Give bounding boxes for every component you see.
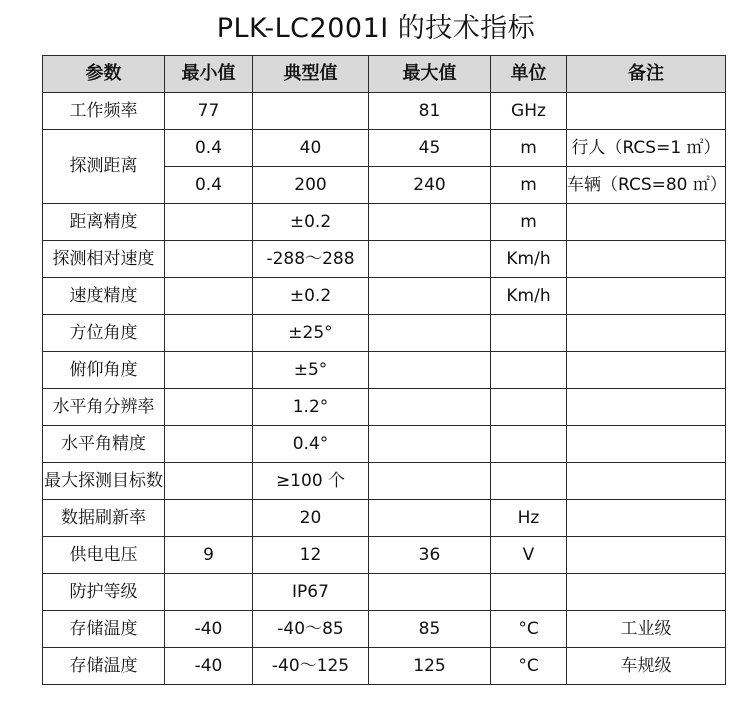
param-cell: 防护等级 xyxy=(43,574,165,611)
param-cell: 速度精度 xyxy=(43,278,165,315)
header-param: 参数 xyxy=(43,56,165,93)
note-cell xyxy=(567,241,726,278)
param-cell: 水平角精度 xyxy=(43,426,165,463)
typ-cell: ±0.2 xyxy=(253,278,369,315)
note-cell xyxy=(567,278,726,315)
unit-cell: °C xyxy=(491,611,567,648)
max-cell: 85 xyxy=(369,611,491,648)
min-cell: 0.4 xyxy=(165,130,253,167)
min-cell xyxy=(165,426,253,463)
header-note: 备注 xyxy=(567,56,726,93)
min-cell: 9 xyxy=(165,537,253,574)
min-cell xyxy=(165,315,253,352)
unit-cell xyxy=(491,463,567,500)
table-row xyxy=(43,93,726,130)
note-cell: 工业级 xyxy=(567,611,726,648)
header-typ: 典型值 xyxy=(253,56,369,93)
header-max: 最大值 xyxy=(369,56,491,93)
max-cell xyxy=(369,204,491,241)
param-cell: 方位角度 xyxy=(43,315,165,352)
table-row xyxy=(43,463,726,500)
min-cell: 0.4 xyxy=(165,167,253,204)
param-cell: 俯仰角度 xyxy=(43,352,165,389)
table-row xyxy=(43,426,726,463)
max-cell xyxy=(369,352,491,389)
typ-cell: IP67 xyxy=(253,574,369,611)
max-cell: 45 xyxy=(369,130,491,167)
typ-cell: -40～125 xyxy=(253,648,369,685)
header-unit: 单位 xyxy=(491,56,567,93)
max-cell xyxy=(369,463,491,500)
unit-cell xyxy=(491,315,567,352)
max-cell xyxy=(369,278,491,315)
max-cell: 36 xyxy=(369,537,491,574)
typ-cell: -288～288 xyxy=(253,241,369,278)
unit-cell: m xyxy=(491,167,567,204)
unit-cell: V xyxy=(491,537,567,574)
min-cell xyxy=(165,574,253,611)
max-cell xyxy=(369,500,491,537)
note-cell xyxy=(567,537,726,574)
param-cell: 探测相对速度 xyxy=(43,241,165,278)
note-cell xyxy=(567,315,726,352)
unit-cell: Km/h xyxy=(491,241,567,278)
table-row xyxy=(43,241,726,278)
max-cell: 81 xyxy=(369,93,491,130)
table-row xyxy=(43,537,726,574)
param-cell: 水平角分辨率 xyxy=(43,389,165,426)
min-cell xyxy=(165,241,253,278)
note-cell xyxy=(567,93,726,130)
max-cell xyxy=(369,315,491,352)
param-cell: 距离精度 xyxy=(43,204,165,241)
table-row xyxy=(43,315,726,352)
table-row xyxy=(43,389,726,426)
note-cell xyxy=(567,204,726,241)
param-cell: 最大探测目标数 xyxy=(43,463,165,500)
table-row xyxy=(43,204,726,241)
note-cell: 车规级 xyxy=(567,648,726,685)
unit-cell xyxy=(491,426,567,463)
unit-cell: °C xyxy=(491,648,567,685)
unit-cell: GHz xyxy=(491,93,567,130)
table-row xyxy=(43,352,726,389)
max-cell xyxy=(369,389,491,426)
param-cell: 存储温度 xyxy=(43,648,165,685)
min-cell xyxy=(165,352,253,389)
min-cell: -40 xyxy=(165,648,253,685)
table-row xyxy=(43,130,726,167)
param-cell: 存储温度 xyxy=(43,611,165,648)
max-cell xyxy=(369,426,491,463)
note-cell xyxy=(567,426,726,463)
typ-cell: 40 xyxy=(253,130,369,167)
note-cell: 车辆（RCS=80 ㎡） xyxy=(567,167,726,204)
typ-cell: ±25° xyxy=(253,315,369,352)
typ-cell: ≥100 个 xyxy=(253,463,369,500)
table-row xyxy=(43,500,726,537)
max-cell xyxy=(369,574,491,611)
unit-cell xyxy=(491,574,567,611)
table-row xyxy=(43,648,726,685)
typ-cell: ±5° xyxy=(253,352,369,389)
typ-cell: ±0.2 xyxy=(253,204,369,241)
min-cell xyxy=(165,278,253,315)
param-cell: 供电电压 xyxy=(43,537,165,574)
table-row xyxy=(43,574,726,611)
spec-table xyxy=(42,55,726,685)
typ-cell: 1.2° xyxy=(253,389,369,426)
typ-cell: 12 xyxy=(253,537,369,574)
unit-cell: Km/h xyxy=(491,278,567,315)
header-min: 最小值 xyxy=(165,56,253,93)
min-cell xyxy=(165,500,253,537)
min-cell: -40 xyxy=(165,611,253,648)
typ-cell xyxy=(253,93,369,130)
page-title: PLK-LC2001I 的技术指标 xyxy=(216,13,536,44)
note-cell xyxy=(567,574,726,611)
min-cell xyxy=(165,463,253,500)
unit-cell xyxy=(491,389,567,426)
table-header-row xyxy=(43,56,726,93)
param-cell: 探测距离 xyxy=(43,130,165,204)
typ-cell: -40～85 xyxy=(253,611,369,648)
table-row xyxy=(43,278,726,315)
min-cell xyxy=(165,204,253,241)
param-cell: 数据刷新率 xyxy=(43,500,165,537)
note-cell xyxy=(567,500,726,537)
min-cell xyxy=(165,389,253,426)
typ-cell: 20 xyxy=(253,500,369,537)
note-cell xyxy=(567,352,726,389)
unit-cell: m xyxy=(491,130,567,167)
typ-cell: 200 xyxy=(253,167,369,204)
max-cell: 125 xyxy=(369,648,491,685)
note-cell xyxy=(567,389,726,426)
typ-cell: 0.4° xyxy=(253,426,369,463)
note-cell: 行人（RCS=1 ㎡） xyxy=(567,130,726,167)
param-cell: 工作频率 xyxy=(43,93,165,130)
note-cell xyxy=(567,463,726,500)
unit-cell xyxy=(491,352,567,389)
unit-cell: Hz xyxy=(491,500,567,537)
max-cell: 240 xyxy=(369,167,491,204)
max-cell xyxy=(369,241,491,278)
table-row xyxy=(43,611,726,648)
min-cell: 77 xyxy=(165,93,253,130)
unit-cell: m xyxy=(491,204,567,241)
